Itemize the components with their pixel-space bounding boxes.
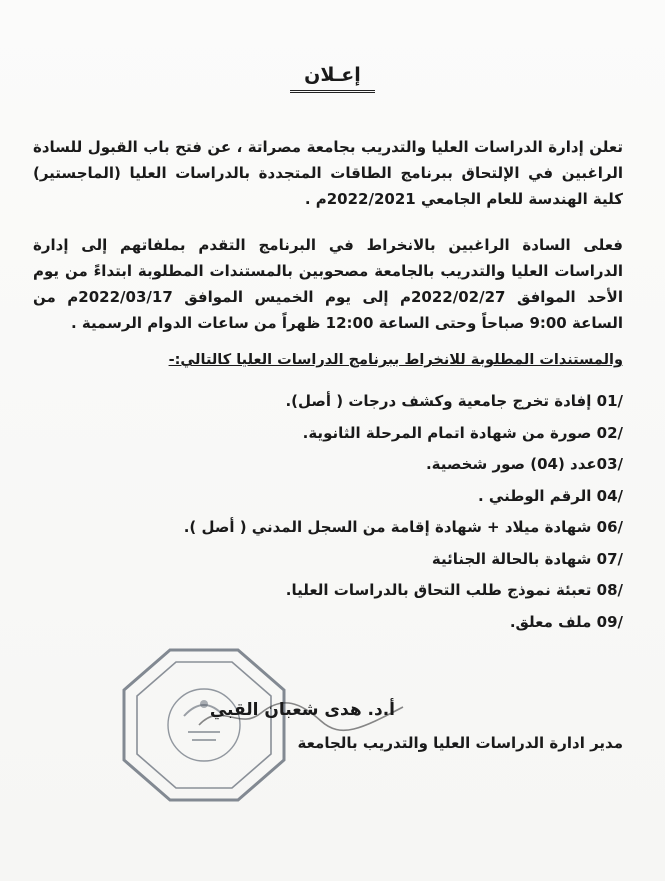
list-item — [63, 481, 623, 513]
requirements-title: والمستندات المطلوبة للانخراط ببرنامج الدراسات العليا كالتالي:- — [168, 352, 623, 368]
requirement-number: 03/ — [596, 455, 623, 473]
requirement-text: إفادة تخرج جامعية وكشف درجات ( أصل). — [285, 392, 592, 410]
list-item — [63, 418, 623, 450]
signatory-name: أ.د. هدى شعبان القبي — [209, 700, 395, 720]
requirement-number: 09/ — [596, 612, 623, 631]
requirement-text: تعبئة نموذج طلب التحاق بالدراسات العليا. — [285, 581, 592, 599]
requirement-number: 08/ — [596, 581, 623, 599]
list-item — [63, 607, 623, 639]
announcement-paragraph-1 — [33, 134, 623, 212]
paragraph-1-text: إدارة الدراسات العليا والتدريب بجامعة مصراتة ، عن فتح باب القبول للسادة الراغبين في الإلتحاق ببرنامج الطاقات المتجددة بالدراسات العليا (الماجستير) كلية الهندسة للعام الجامعي 2022/2021م . — [33, 138, 623, 208]
requirement-number: 06/ — [596, 518, 623, 536]
list-item — [63, 449, 623, 481]
requirement-number: 07/ — [596, 549, 623, 568]
list-item — [63, 386, 623, 418]
signatory-role: مدير ادارة الدراسات العليا والتدريب بالجامعة — [297, 734, 623, 752]
requirement-text: صورة من شهادة اتمام المرحلة الثانوية. — [302, 423, 592, 442]
requirement-text: الرقم الوطني . — [477, 486, 592, 505]
requirement-number: 01/ — [596, 392, 623, 410]
list-item — [63, 575, 623, 607]
requirements-list — [63, 386, 623, 638]
announcement-paragraph-2: فعلى السادة الراغبين بالانخراط في البرنامج التقدم بملفاتهم إلى إدارة الدراسات العليا والتدريب بالجامعة مصحوبين بالمستندات المطلوبة ابتداءً من يوم الأحد الموافق 2022/02/27م إلى يوم الخميس الموافق 2022/03/17م من الساعة 9:00 صباحاً وحتى الساعة 12:00 ظهراً من ساعات الدوام الرسمية . — [33, 236, 623, 332]
requirement-text: شهادة بالحالة الجنائية — [431, 549, 592, 568]
requirement-number: 04/ — [596, 486, 623, 505]
document-title-text: إعـلان — [290, 64, 375, 93]
list-item — [63, 512, 623, 544]
requirement-text: عدد (04) صور شخصية. — [425, 455, 597, 473]
list-item — [63, 544, 623, 576]
paragraph-1-lead: تعلن — [589, 138, 623, 156]
requirement-number: 02/ — [596, 423, 623, 442]
requirement-text: ملف معلق. — [509, 612, 592, 631]
document-title — [0, 64, 665, 93]
requirement-text: شهادة ميلاد + شهادة إقامة من السجل المدني ( أصل ). — [183, 518, 592, 536]
